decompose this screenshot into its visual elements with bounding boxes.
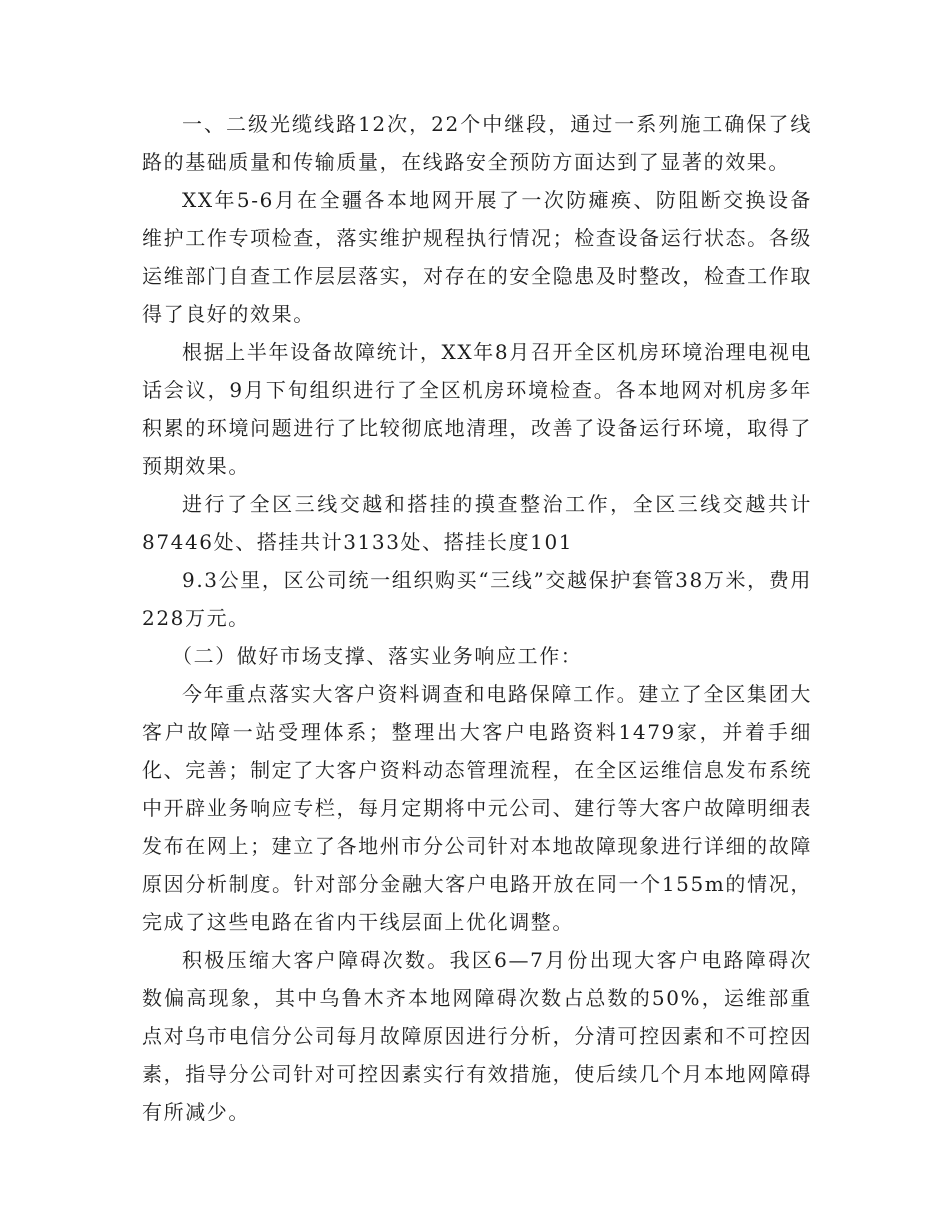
paragraph-key-customer-data: 今年重点落实大客户资料调查和电路保障工作。建立了全区集团大客户故障一站受理体系；整理出大客户电路资料1479家，并着手细化、完善；制定了大客户资料动态管理流程，在全区运维信息发布系统中开辟业务响应专栏，每月定期将中元公司、建行等大客户故障明细表发布在网上；建立了各地州市分公司针对本地故障现象进行详细的故障原因分析制度。针对部分金融大客户电路开放在同一个155m的情况，完成了这些电路在省内干线层面上优化调整。 [142, 682, 812, 934]
paragraph-switching-equipment-inspection: XX年5-6月在全疆各本地网开展了一次防瘫痪、防阻断交换设备维护工作专项检查，落实维护规程执行情况；检查设备运行状态。各级运维部门自查工作层层落实，对存在的安全隐患及时整改，检查工作取得了良好的效果。 [142, 188, 812, 326]
paragraph-protection-sleeves: 9.3公里，区公司统一组织购买“三线”交越保护套管38万米，费用228万元。 [142, 568, 812, 630]
paragraph-three-line-crossing: 进行了全区三线交越和搭挂的摸查整治工作，全区三线交越共计87446处、搭挂共计3133处、搭挂长度101 [142, 492, 812, 554]
paragraph-reduce-customer-faults: 积极压缩大客户障碍次数。我区6—7月份出现大客户电路障碍次数偏高现象，其中乌鲁木齐本地网障碍次数占总数的50%，运维部重点对乌市电信分公司每月故障原因进行分析，分清可控因素和不可控因素，指导分公司针对可控因素实行有效措施，使后续几个月本地网障碍有所减少。 [142, 948, 812, 1124]
document-body [142, 105, 812, 1131]
section-heading-market-support: （二）做好市场支撑、落实业务响应工作： [172, 644, 583, 668]
paragraph-fiber-optic-lines: 一、二级光缆线路12次，22个中继段，通过一系列施工确保了线路的基础质量和传输质量，在线路安全预防方面达到了显著的效果。 [142, 112, 812, 174]
paragraph-machine-room-environment: 根据上半年设备故障统计，XX年8月召开全区机房环境治理电视电话会议，9月下旬组织进行了全区机房环境检查。各本地网对机房多年积累的环境问题进行了比较彻底地清理，改善了设备运行环境，取得了预期效果。 [142, 340, 812, 478]
